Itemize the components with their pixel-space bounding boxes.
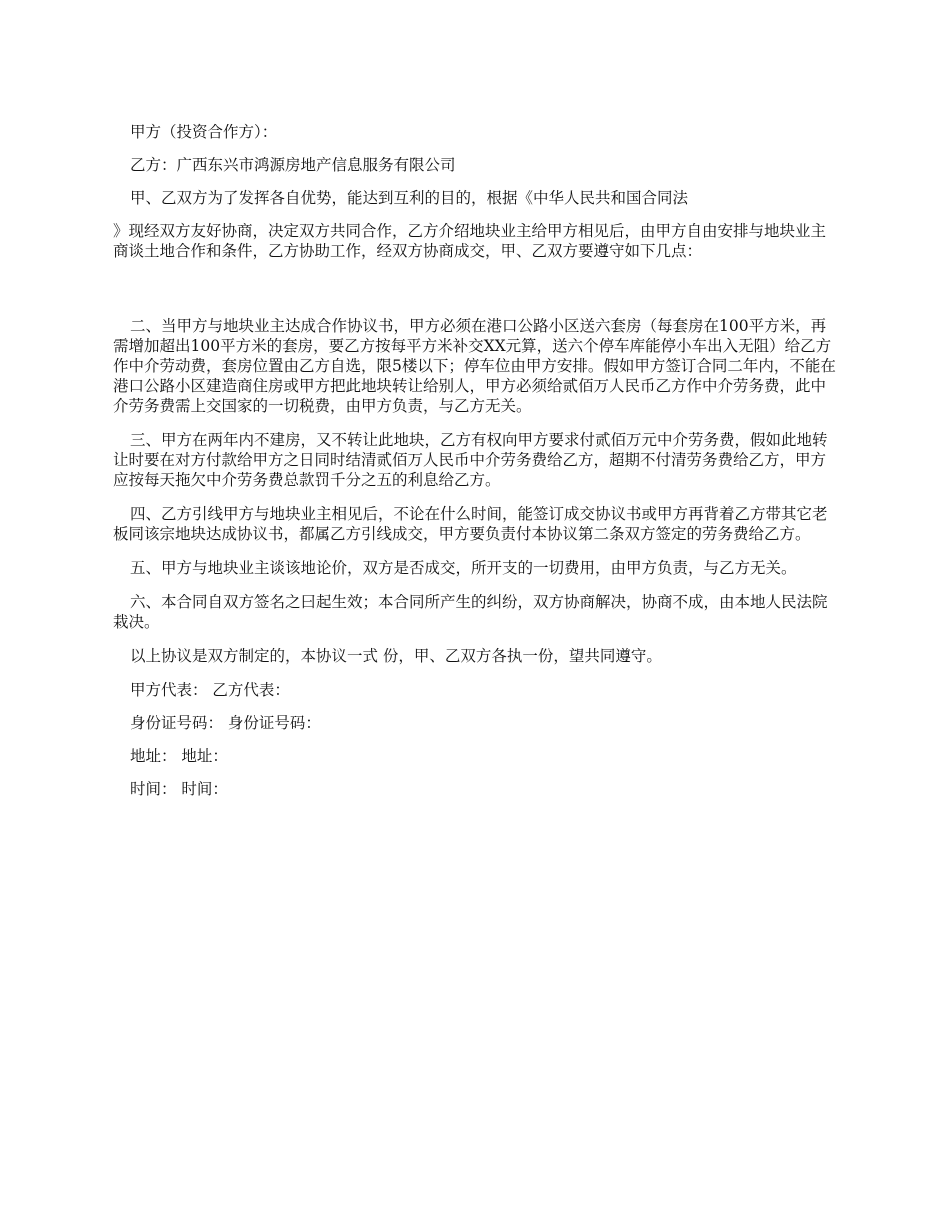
clause-3: 三、甲方在两年内不建房，又不转让此地块，乙方有权向甲方要求付贰佰万元中介劳务费，假如此地转让时要在对方付款给甲方之日同时结清贰佰万人民币中介劳务费给乙方，超期不付清劳务费给乙方，甲方应按每天拖欠中介劳务费总款罚千分之五的利息给乙方。	[113, 431, 828, 489]
clause-5: 五、甲方与地块业主谈该地论价，双方是否成交，所开支的一切费用，由甲方负责，与乙方无关。	[130, 559, 797, 577]
party-b-line: 乙方：广西东兴市鸿源房地产信息服务有限公司	[130, 156, 456, 174]
intro-line-1: 甲、乙双方为了发挥各自优势，能达到互利的目的，根据《中华人民共和国合同法	[130, 189, 689, 207]
signature-representatives: 甲方代表： 乙方代表：	[130, 681, 290, 699]
clause-6: 六、本合同自双方签名之曰起生效；本合同所产生的纠纷，双方协商解决，协商不成，由本地人民法院栽决。	[113, 593, 828, 631]
blank-gap	[113, 261, 841, 316]
contract-document	[113, 122, 841, 812]
intro-line-2: 》现经双方友好协商，决定双方共同合作，乙方介绍地块业主给甲方相见后，由甲方自由安排与地块业主商谈土地合作和条件，乙方协助工作，经双方协商成交，甲、乙双方要遵守如下几点：	[113, 222, 827, 260]
clause-4: 四、乙方引线甲方与地块业主相见后，不论在什么时间，能签订成交协议书或甲方再背着乙方带其它老板同该宗地块达成协议书，都属乙方引线成交，甲方要负责付本协议第二条双方签定的劳务费给乙方。	[113, 505, 828, 543]
clause-2: 二、当甲方与地块业主达成合作协议书，甲方必须在港口公路小区送六套房（每套房在100平方米，再需增加超出100平方米的套房，要乙方按每平方米补交XX元算，送六个停车库能停小车出入无阻）给乙方作中介劳动费，套房位置由乙方自选，限5楼以下；停车位由甲方安排。假如甲方签订合同二年内，不能在港口公路小区建造商住房或甲方把此地块转让给别人，甲方必须给贰佰万人民币乙方作中介劳务费，此中介劳务费需上交国家的一切税费，由甲方负责，与乙方无关。	[113, 317, 836, 415]
signature-id-numbers: 身份证号码： 身份证号码：	[130, 714, 321, 732]
signature-dates: 时间： 时间：	[130, 780, 228, 798]
signature-addresses: 地址： 地址：	[130, 747, 228, 765]
closing-statement: 以上协议是双方制定的，本协议一式 份，甲、乙双方各执一份，望共同遵守。	[130, 647, 662, 665]
party-a-line: 甲方（投资合作方）：	[130, 123, 278, 141]
